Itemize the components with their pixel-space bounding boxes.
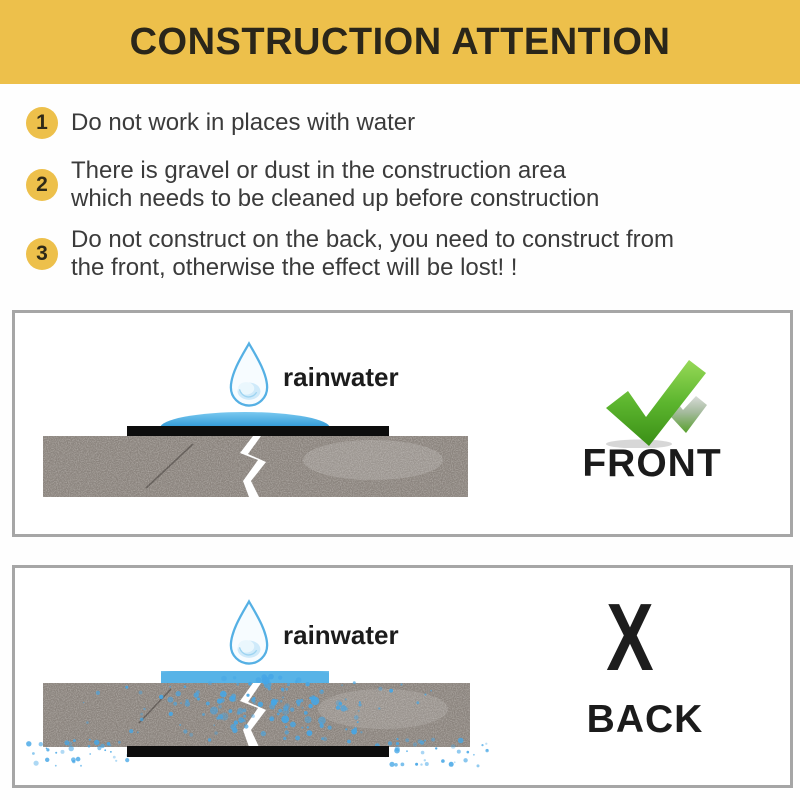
step-item-1 bbox=[26, 107, 415, 139]
step-number-badge: 2 bbox=[26, 169, 58, 201]
step-line: Do not work in places with water bbox=[71, 109, 416, 136]
x-mark: X bbox=[606, 584, 654, 691]
step-line: Do not construct on the back, you need to construct from bbox=[71, 226, 674, 253]
banner-title: CONSTRUCTION ATTENTION bbox=[129, 20, 671, 63]
concrete-slab bbox=[43, 683, 470, 747]
concrete-texture bbox=[43, 683, 470, 747]
step-line: the front, otherwise the effect will be lost! ! bbox=[71, 254, 518, 281]
rainwater-label: rainwater bbox=[283, 620, 399, 650]
concrete-texture bbox=[43, 436, 468, 497]
rainwater-label: rainwater bbox=[283, 362, 399, 392]
step-line: There is gravel or dust in the construction area bbox=[71, 157, 566, 184]
step-item-3 bbox=[26, 226, 674, 282]
water-drop-icon bbox=[228, 598, 270, 668]
verdict-back: BACK bbox=[586, 698, 704, 741]
banner bbox=[0, 0, 800, 84]
sealant-tape-top bbox=[127, 426, 389, 436]
step-text bbox=[71, 109, 415, 137]
step-text bbox=[71, 157, 599, 213]
concrete-slab bbox=[43, 436, 468, 497]
step-line: which needs to be cleaned up before construction bbox=[71, 185, 600, 212]
step-number-badge: 1 bbox=[26, 107, 58, 139]
panel-front bbox=[12, 310, 793, 537]
step-item-2 bbox=[26, 157, 599, 213]
step-number-badge: 3 bbox=[26, 238, 58, 270]
step-text bbox=[71, 226, 674, 282]
verdict-front: FRONT bbox=[582, 442, 722, 485]
panel-back bbox=[12, 565, 793, 788]
check-icon bbox=[603, 358, 708, 448]
water-drop-icon bbox=[228, 340, 270, 410]
sealant-tape-bottom bbox=[127, 746, 389, 757]
